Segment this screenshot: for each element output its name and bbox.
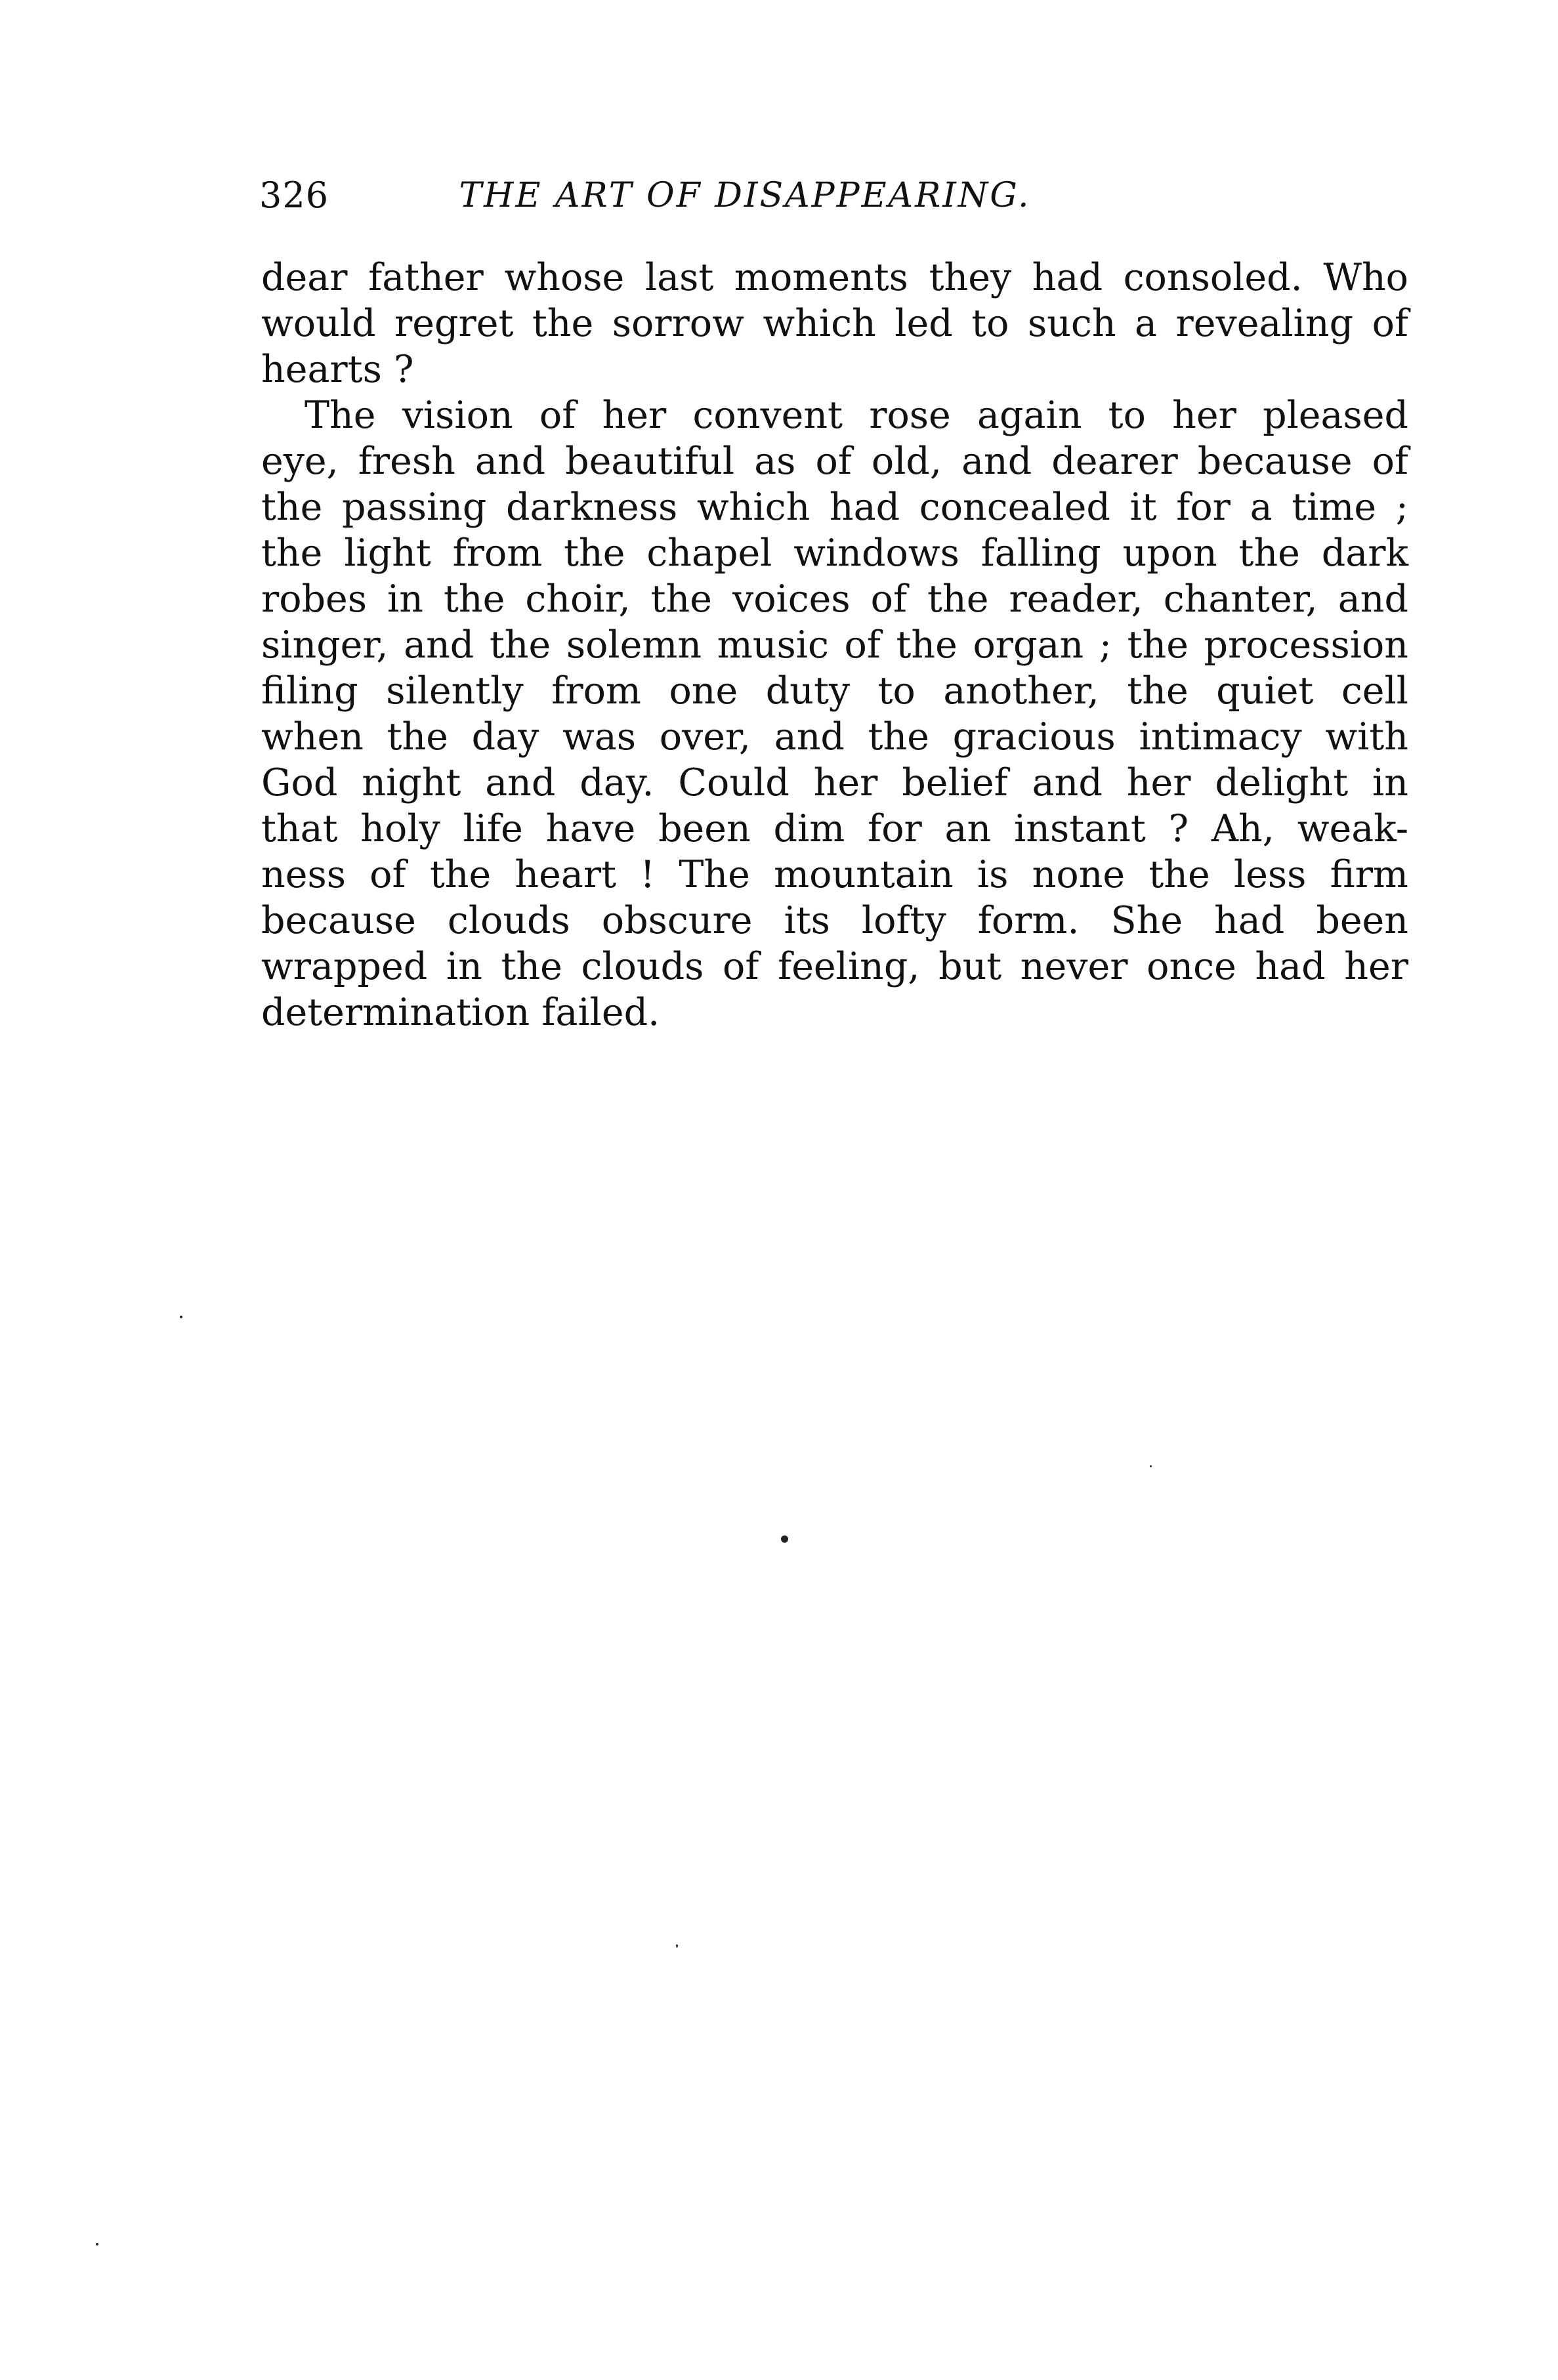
text-line: ness of the heart ! The mountain is none the less firm	[261, 853, 1408, 896]
text-line: would regret the sorrow which led to such a revealing of	[261, 302, 1408, 345]
running-head	[259, 169, 1409, 222]
text-line: the light from the chapel windows falling upon the dark	[261, 532, 1408, 575]
scan-speck	[96, 2243, 98, 2245]
text-line: when the day was over, and the gracious intimacy with	[261, 715, 1408, 759]
text-line: determination failed.	[261, 991, 660, 1034]
text-line: eye, fresh and beautiful as of old, and dearer because of	[261, 440, 1408, 483]
text-line: because clouds obscure its lofty form. She had been	[261, 899, 1408, 942]
text-line: God night and day. Could her belief and her delight in	[261, 761, 1408, 804]
scan-speck	[781, 1535, 788, 1543]
text-line: filing silently from one duty to another, the quiet cell	[261, 669, 1408, 713]
body-text	[261, 255, 1408, 1035]
running-title: THE ART OF DISAPPEARING.	[459, 176, 1031, 215]
scan-speck	[180, 1316, 182, 1318]
text-line: the passing darkness which had concealed it for a time ;	[261, 486, 1408, 529]
text-line: dear father whose last moments they had consoled. Who	[261, 256, 1408, 299]
text-line: singer, and the solemn music of the organ ; the procession	[261, 623, 1408, 667]
scan-speck	[1150, 1465, 1152, 1467]
text-line: that holy life have been dim for an instant ? Ah, weak-	[261, 807, 1408, 850]
text-line: robes in the choir, the voices of the reader, chanter, and	[261, 577, 1408, 621]
scan-speck	[676, 1944, 678, 1948]
text-line: The vision of her convent rose again to her pleased	[305, 394, 1408, 437]
page-number: 326	[259, 175, 329, 216]
text-line: wrapped in the clouds of feeling, but never once had her	[261, 945, 1408, 988]
text-line: hearts ?	[261, 348, 414, 391]
